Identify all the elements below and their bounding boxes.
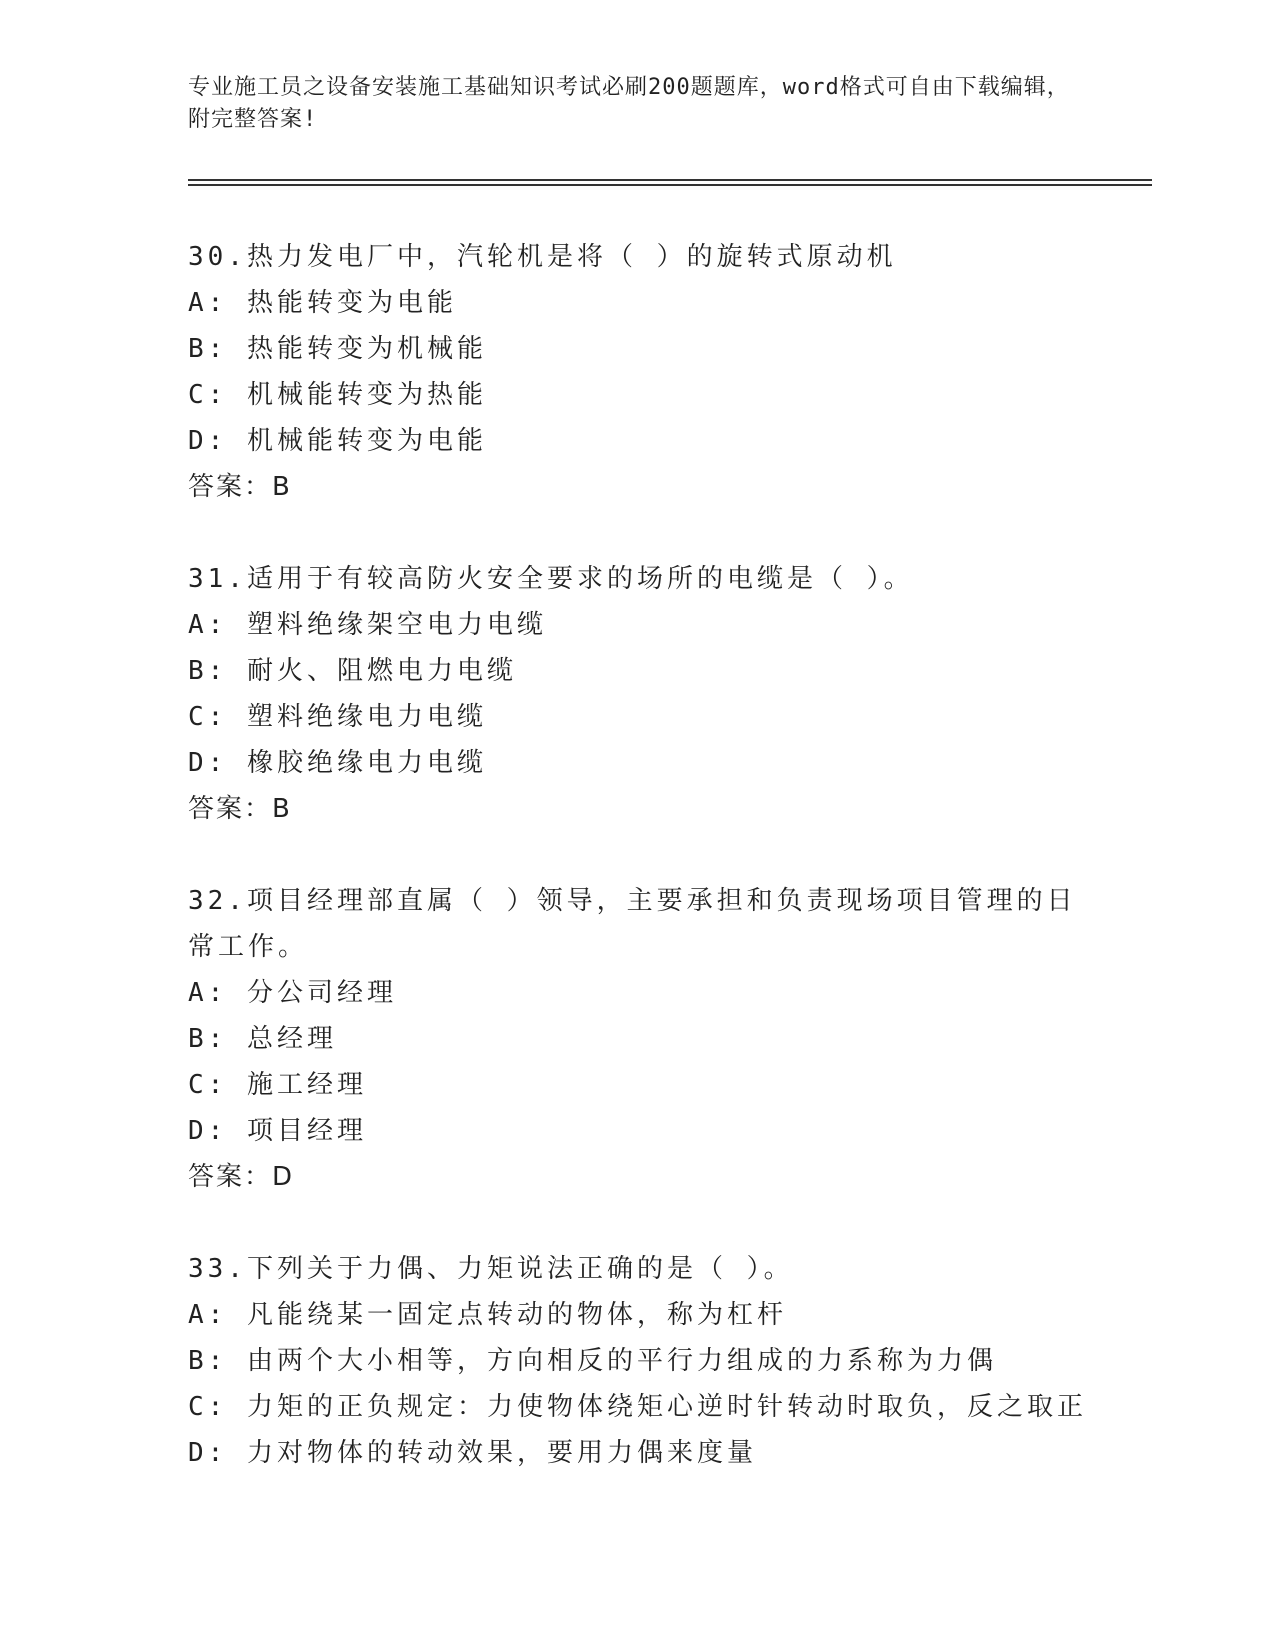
answer-label: 答案：: [188, 472, 273, 502]
question-30: [188, 234, 1088, 510]
header-title: 专业施工员之设备安装施工基础知识考试必刷200题题库，word格式可自由下载编辑，附完整答案!: [188, 75, 1070, 132]
answer-value: B: [272, 472, 292, 502]
question-stem: 31.适用于有较高防火安全要求的场所的电缆是（ ）。: [188, 564, 914, 594]
answer-value: D: [272, 1162, 295, 1192]
option-b: B: 由两个大小相等，方向相反的平行力组成的力系称为力偶: [188, 1346, 997, 1376]
option-d: D: 机械能转变为电能: [188, 426, 487, 456]
document-header: [188, 72, 1088, 136]
option-c: C: 施工经理: [188, 1070, 367, 1100]
option-c: C: 力矩的正负规定：力使物体绕矩心逆时针转动时取负，反之取正: [188, 1392, 1087, 1422]
answer-line: [188, 1154, 1088, 1200]
option-a: A: 凡能绕某一固定点转动的物体，称为杠杆: [188, 1300, 787, 1330]
answer-label: 答案：: [188, 1162, 273, 1192]
option-c: C: 塑料绝缘电力电缆: [188, 702, 487, 732]
option-a: A: 塑料绝缘架空电力电缆: [188, 610, 547, 640]
question-stem: 32.项目经理部直属（ ）领导，主要承担和负责现场项目管理的日常工作。: [188, 886, 1077, 962]
question-32: [188, 878, 1088, 1200]
option-a: A: 热能转变为电能: [188, 288, 457, 318]
header-divider-bottom: [188, 184, 1152, 186]
question-stem: 30.热力发电厂中，汽轮机是将（ ）的旋转式原动机: [188, 242, 897, 272]
answer-label: 答案：: [188, 794, 273, 824]
question-31: [188, 556, 1088, 832]
option-a: A: 分公司经理: [188, 978, 397, 1008]
option-b: B: 总经理: [188, 1024, 337, 1054]
option-c: C: 机械能转变为热能: [188, 380, 487, 410]
answer-line: [188, 786, 1088, 832]
option-d: D: 橡胶绝缘电力电缆: [188, 748, 487, 778]
option-b: B: 耐火、阻燃电力电缆: [188, 656, 517, 686]
question-stem: 33.下列关于力偶、力矩说法正确的是（ ）。: [188, 1254, 794, 1284]
question-list: [188, 234, 1088, 1522]
option-b: B: 热能转变为机械能: [188, 334, 487, 364]
answer-line: [188, 464, 1088, 510]
option-d: D: 项目经理: [188, 1116, 367, 1146]
question-33: [188, 1246, 1088, 1476]
header-divider-top: [188, 179, 1152, 181]
option-d: D: 力对物体的转动效果，要用力偶来度量: [188, 1438, 757, 1468]
answer-value: B: [272, 794, 292, 824]
